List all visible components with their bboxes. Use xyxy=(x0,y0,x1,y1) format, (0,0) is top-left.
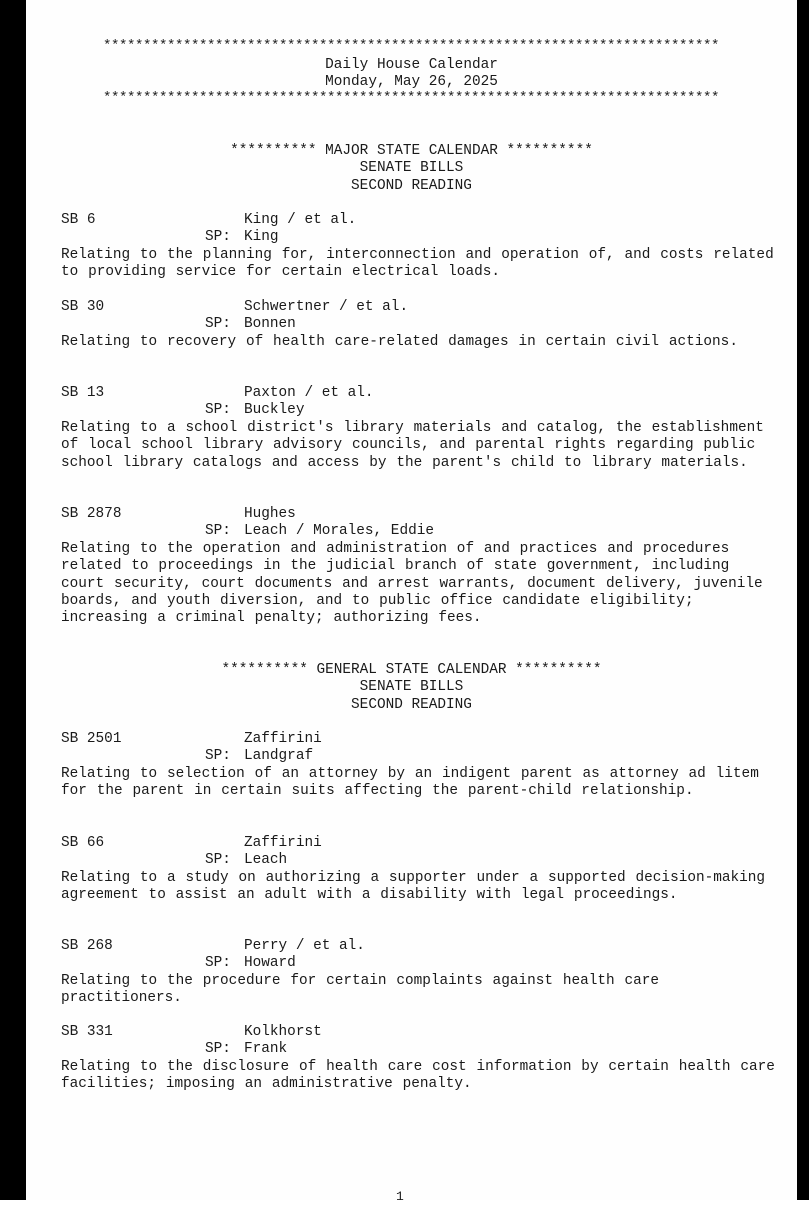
section-reading: SECOND READING xyxy=(351,696,472,713)
bill-number: SB 2501 xyxy=(61,731,122,747)
sponsor-label: SP: xyxy=(205,955,231,972)
bill-author: Zaffirini xyxy=(244,835,322,851)
sponsor-label: SP: xyxy=(205,523,231,540)
bill-author: Paxton / et al. xyxy=(244,385,374,401)
section-title: ********** MAJOR STATE CALENDAR ********** xyxy=(230,143,593,159)
bill-sponsor: Frank xyxy=(244,1041,288,1058)
bill-author: Hughes xyxy=(244,506,296,522)
bill-sponsor: Leach xyxy=(244,852,288,869)
bill-sponsor: King xyxy=(244,229,279,246)
bill-entry xyxy=(61,835,781,905)
major-calendar-heading xyxy=(26,143,797,195)
bill-caption: Relating to selection of an attorney by an indigent parent as attorney ad litem for the parent in certain suits affecting the parent-child relationship. xyxy=(61,765,759,800)
section-title: ********** GENERAL STATE CALENDAR ********** xyxy=(221,662,602,678)
bill-number: SB 331 xyxy=(61,1024,113,1040)
bill-entry xyxy=(61,938,781,1008)
section-subheading: SENATE BILLS xyxy=(359,160,464,177)
right-border xyxy=(797,0,809,1200)
bill-number: SB 66 xyxy=(61,835,105,851)
general-calendar-heading xyxy=(26,662,797,714)
bill-entry xyxy=(61,212,781,282)
section-reading: SECOND READING xyxy=(351,177,472,194)
bill-author: King / et al. xyxy=(244,212,357,228)
bill-number: SB 2878 xyxy=(61,506,122,522)
bill-number: SB 30 xyxy=(61,299,105,315)
bill-entry xyxy=(61,506,781,628)
calendar-title: Daily House Calendar xyxy=(325,57,498,73)
bill-sponsor: Howard xyxy=(244,955,296,972)
bill-author: Zaffirini xyxy=(244,731,322,747)
left-border xyxy=(0,0,26,1200)
bill-sponsor: Buckley xyxy=(244,402,305,419)
bill-author: Kolkhorst xyxy=(244,1024,322,1040)
bill-sponsor: Leach / Morales, Eddie xyxy=(244,523,434,540)
bill-caption: Relating to a study on authorizing a supporter under a supported decision-making agreement to assist an adult with a disability with legal proceedings. xyxy=(61,869,766,904)
bill-sponsor: Landgraf xyxy=(244,748,314,765)
bill-caption: Relating to the procedure for certain complaints against health care practitioners. xyxy=(61,972,660,1007)
bill-entry xyxy=(61,731,781,801)
sponsor-label: SP: xyxy=(205,402,231,419)
bill-caption: Relating to a school district's library materials and catalog, the establishment of local school library advisory councils, and parental rights regarding public school library catalogs and access by the parent's child to library materials. xyxy=(61,419,764,471)
bill-number: SB 268 xyxy=(61,938,113,954)
bill-author: Perry / et al. xyxy=(244,938,365,954)
bill-caption: Relating to the operation and administration of and practices and procedures related to proceedings in the judicial branch of state government, including court security, court documents and arrest warrants, document delivery, juvenile boards, and youth diversion, and to public office candidate eligibility; increasing a criminal penalty; authorizing fees. xyxy=(61,540,763,627)
sponsor-label: SP: xyxy=(205,316,231,333)
section-subheading: SENATE BILLS xyxy=(359,679,464,696)
bill-entry xyxy=(61,385,781,472)
page-number: 1 xyxy=(396,1189,404,1204)
header-stars-top: ***************************************************************************** xyxy=(102,38,720,54)
sponsor-label: SP: xyxy=(205,748,231,765)
bill-number: SB 13 xyxy=(61,385,105,401)
bill-author: Schwertner / et al. xyxy=(244,299,409,315)
bill-entry xyxy=(61,299,781,351)
sponsor-label: SP: xyxy=(205,229,231,246)
sponsor-label: SP: xyxy=(205,1041,231,1058)
calendar-date: Monday, May 26, 2025 xyxy=(325,74,498,90)
bill-caption: Relating to recovery of health care-related damages in certain civil actions. xyxy=(61,333,738,350)
header-stars-bottom: ***************************************************************************** xyxy=(102,90,720,106)
bill-sponsor: Bonnen xyxy=(244,316,296,333)
sponsor-label: SP: xyxy=(205,852,231,869)
bill-caption: Relating to the planning for, interconnection and operation of, and costs related to providing service for certain electrical loads. xyxy=(61,246,774,281)
calendar-page xyxy=(26,0,797,1204)
bill-number: SB 6 xyxy=(61,212,96,228)
bill-entry xyxy=(61,1024,781,1094)
bill-caption: Relating to the disclosure of health care cost information by certain health care facilities; imposing an administrative penalty. xyxy=(61,1058,775,1093)
